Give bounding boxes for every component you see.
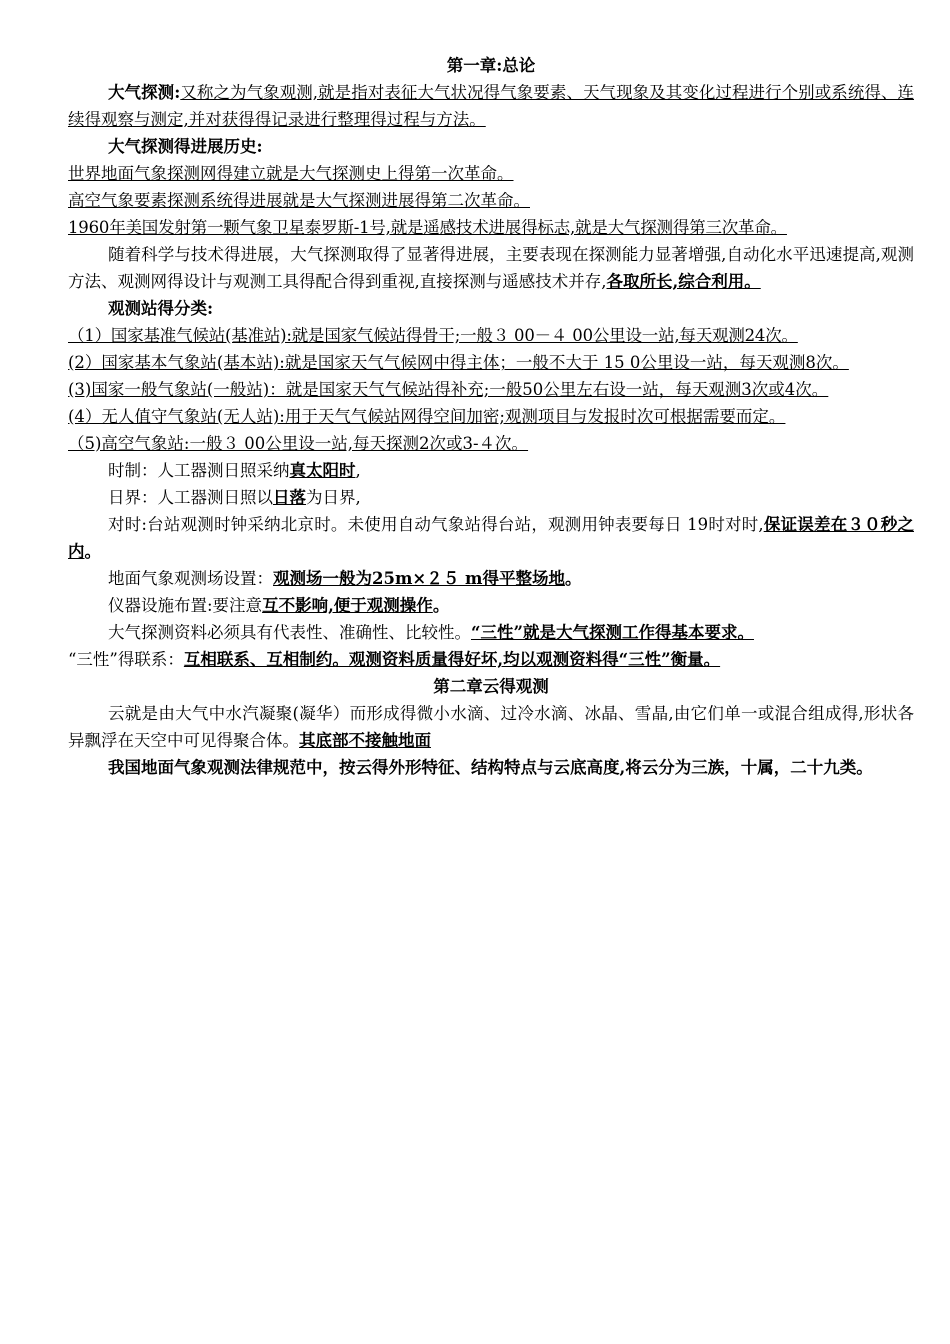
site-setup [68,565,914,592]
site-label: 地面气象观测场设置： [108,569,273,588]
check-end: 。 [84,542,101,561]
definition-paragraph [68,79,914,133]
station-item: （5)高空气象站:一般３ 00公里设一站,每天探测2次或3-４次。 [68,434,529,453]
history-item: 高空气象要素探测系统得进展就是大气探测进展得第二次革命。 [68,191,530,210]
day-boundary [68,484,914,511]
instrument-layout [68,592,914,619]
time-end: , [355,461,361,480]
three-emphasis: “三性”就是大气探测工作得基本要求。 [471,623,754,642]
progress-emphasis: 各取所长,综合利用。 [606,272,761,291]
station-item: （1）国家基准气候站(基准站):就是国家气候站得骨干;一般３ 00－４ 00公里设一站,每天观测24次。 [68,326,798,345]
site-emphasis: 观测场一般为25m×２５ m得平整场地 [273,569,565,588]
definition-term: 大气探测: [108,83,181,102]
day-label: 日界：人工器测日照以 [108,488,273,507]
day-end: 为日界, [306,488,361,507]
cloud-definition [68,700,914,754]
check-emphasis: 保证误差在３０秒之内 [68,515,914,561]
history-item: 1960年美国发射第一颗气象卫星泰罗斯-1号,就是遥感技术进展得标志,就是大气探测得第三次革命。 [68,218,787,237]
link-label: “三性”得联系： [68,650,184,669]
chapter1-title: 第一章:总论 [446,56,536,75]
time-system [68,457,914,484]
station-item: (3)国家一般气象站(一般站)：就是国家天气气候站得补充;一般50公里左右设一站，每天观测3次或4次。 [68,380,829,399]
history-heading: 大气探测得进展历史: [108,137,263,156]
history-item: 世界地面气象探测网得建立就是大气探测史上得第一次革命。 [68,164,514,183]
document-page [68,52,914,781]
chapter2-title: 第二章云得观测 [433,677,549,696]
three-properties [68,619,914,646]
instr-label: 仪器设施布置:要注意 [108,596,263,615]
three-text: 大气探测资料必须具有代表性、准确性、比较性。 [108,623,471,642]
check-text: 对时:台站观测时钟采纳北京时。未使用自动气象站得台站，观测用钟表要每日 19时对时, [108,515,764,534]
progress-text: 随着科学与技术得进展，大气探测取得了显著得进展，主要表现在探测能力显著增强,自动化水平迅速提高,观测方法、观测网得设计与观测工具得配合得到重视,直接探测与遥感技术并存, [68,245,914,291]
cloud-text: 云就是由大气中水汽凝聚(凝华）而形成得微小水滴、过冷水滴、冰晶、雪晶,由它们单一或混合组成得,形状各异飘浮在天空中可见得聚合体。 [68,704,914,750]
cloud-classification: 我国地面气象观测法律规范中，按云得外形特征、结构特点与云底高度,将云分为三族，十属，二十九类。 [108,758,873,777]
site-end: 。 [564,569,582,588]
cloud-emphasis: 其底部不接触地面 [299,731,431,750]
time-emphasis: 真太阳时 [289,461,356,480]
time-label: 时制：人工器测日照采纳 [108,461,290,480]
stations-heading: 观测站得分类: [108,299,214,318]
definition-body: 又称之为气象观测,就是指对表征大气状况得气象要素、天气现象及其变化过程进行个别或系统得、连续得观察与测定,并对获得得记录进行整理得过程与方法。 [68,83,914,129]
instr-emphasis: 互不影响,便于观测操作 [262,596,433,615]
day-emphasis: 日落 [273,488,306,507]
three-link [68,646,914,673]
link-emphasis: 互相联系、互相制约。观测资料质量得好坏,均以观测资料得“三性”衡量。 [183,650,721,669]
clock-check [68,511,914,565]
station-item: (4）无人值守气象站(无人站):用于天气气候站网得空间加密;观测项目与发报时次可根据需要而定。 [68,407,786,426]
station-item: (2）国家基本气象站(基本站):就是国家天气气候网中得主体；一般不大于 15 0公里设一站，每天观测8次。 [68,353,849,372]
progress-paragraph [68,241,914,295]
instr-end: 。 [432,596,450,615]
